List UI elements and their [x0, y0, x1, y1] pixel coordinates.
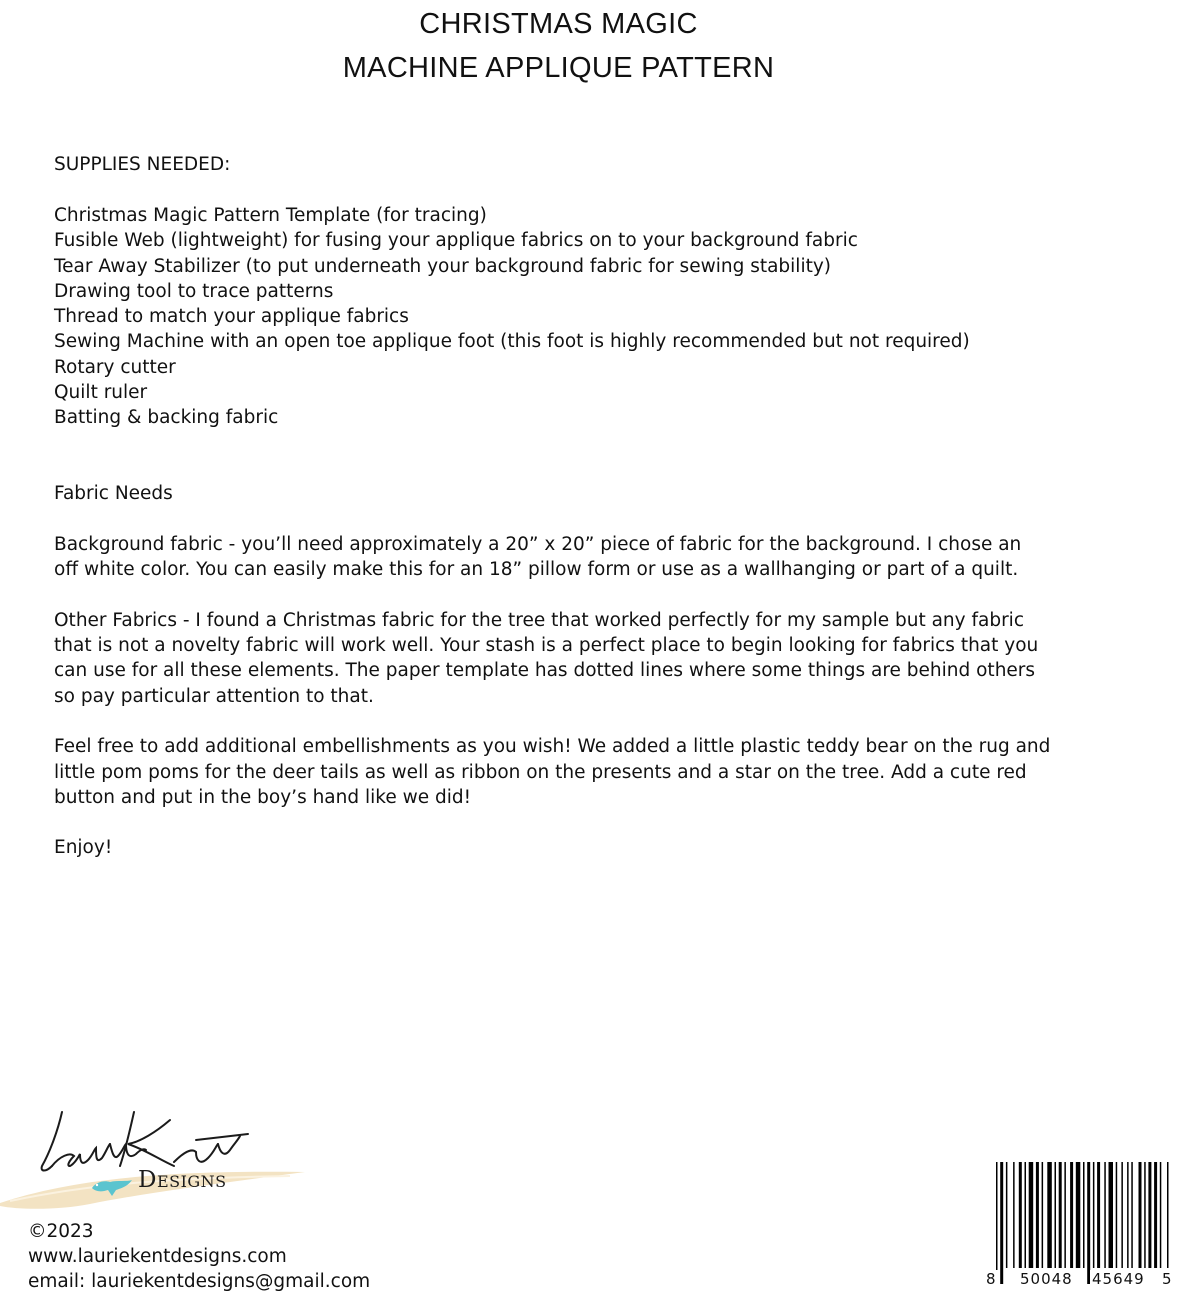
barcode-bar — [1042, 1162, 1044, 1268]
barcode-bar — [1006, 1162, 1008, 1268]
barcode-bar — [1154, 1162, 1157, 1268]
barcode-bar — [1059, 1162, 1062, 1268]
barcode-digits-left: 50048 — [1020, 1270, 1073, 1288]
barcode-bar — [1019, 1162, 1022, 1268]
list-item: Quilt ruler — [54, 382, 148, 404]
background-fabric-line: Background fabric - you’ll need approximately a 20” x 20” piece of fabric for the background. I chose an — [54, 534, 1022, 555]
barcode-bar — [1148, 1162, 1151, 1268]
background-fabric-line: off white color. You can easily make this for an 18” pillow form or use as a wallhanging or part of a quilt. — [54, 559, 1019, 580]
list-item: Fusible Web (lightweight) for fusing your applique fabrics on to your background fabric — [54, 230, 858, 252]
embellishments-line: little pom poms for the deer tails as well as ribbon on the presents and a star on the tree. Add a cute red — [54, 762, 1027, 783]
barcode-bar — [1127, 1162, 1129, 1268]
barcode-bar — [1144, 1162, 1146, 1268]
barcode-bar — [1087, 1162, 1090, 1284]
list-item: Christmas Magic Pattern Template (for tracing) — [54, 205, 487, 226]
barcode-bar — [1064, 1162, 1066, 1268]
other-fabrics-line: so pay particular attention to that. — [54, 686, 374, 707]
website-link[interactable]: www.lauriekentdesigns.com — [28, 1246, 287, 1267]
copyright: ©2023 — [28, 1221, 94, 1242]
barcode-bar — [1160, 1162, 1162, 1268]
page-title-line-1: CHRISTMAS MAGIC — [419, 8, 698, 40]
barcode-bar — [1116, 1162, 1118, 1268]
barcode-bar — [1055, 1162, 1057, 1268]
barcode-bar — [1013, 1162, 1015, 1268]
barcode-digits-right: 45649 — [1092, 1270, 1145, 1288]
barcode-bar — [1076, 1162, 1081, 1268]
barcode-bar — [1131, 1162, 1133, 1268]
list-item: Thread to match your applique fabrics — [54, 306, 409, 328]
barcode-bar — [1167, 1162, 1169, 1268]
other-fabrics-line: that is not a novelty fabric will work well. Your stash is a perfect place to begin looking for fabrics that you — [54, 635, 1039, 656]
barcode-bar — [1047, 1162, 1052, 1268]
embellishments-line: button and put in the boy’s hand like we did! — [54, 787, 472, 808]
other-fabrics-line: can use for all these elements. The paper template has dotted lines where some things are behind others — [54, 660, 1036, 681]
list-item: Drawing tool to trace patterns — [54, 280, 334, 302]
barcode-bar — [1093, 1162, 1095, 1268]
barcode-bar — [1025, 1162, 1027, 1268]
page-title-line-2: MACHINE APPLIQUE PATTERN — [342, 52, 775, 84]
barcode-bar — [1000, 1162, 1003, 1284]
supplies-list — [54, 203, 970, 431]
barcode-bar — [1083, 1162, 1085, 1268]
barcode-digit-last: 5 — [1162, 1270, 1172, 1288]
logo-designs-text: Designs — [138, 1167, 227, 1193]
other-fabrics-line: Other Fabrics - I found a Christmas fabric for the tree that worked perfectly for my sample but any fabric — [54, 610, 1024, 631]
supplies-heading: SUPPLIES NEEDED: — [54, 154, 231, 175]
fabric-needs-heading: Fabric Needs — [54, 483, 173, 504]
list-item: Batting & backing fabric — [54, 407, 279, 429]
barcode-bar — [1109, 1162, 1114, 1268]
barcode-bar — [996, 1162, 998, 1284]
list-item: Rotary cutter — [54, 356, 176, 378]
barcode-bar — [1036, 1162, 1039, 1268]
list-item: Sewing Machine with an open toe applique foot (this foot is highly recommended but not required) — [54, 331, 970, 353]
barcode-bar — [1097, 1162, 1100, 1268]
barcode-bar — [1070, 1162, 1073, 1268]
barcode-bar — [1139, 1162, 1142, 1268]
laurie-kent-designs-logo — [0, 1100, 310, 1210]
barcode-bar — [1029, 1162, 1034, 1268]
barcode-digit-first: 8 — [986, 1270, 996, 1288]
email-link[interactable]: email: lauriekentdesigns@gmail.com — [28, 1271, 371, 1292]
list-item: Tear Away Stabilizer (to put underneath your background fabric for sewing stability) — [54, 255, 832, 277]
embellishments-line: Feel free to add additional embellishments as you wish! We added a little plastic teddy bear on the rug and — [54, 736, 1051, 757]
barcode-bar — [1121, 1162, 1123, 1268]
closing-text: Enjoy! — [54, 837, 113, 858]
barcode-bar — [1104, 1162, 1106, 1268]
signature-mark — [42, 1112, 248, 1171]
